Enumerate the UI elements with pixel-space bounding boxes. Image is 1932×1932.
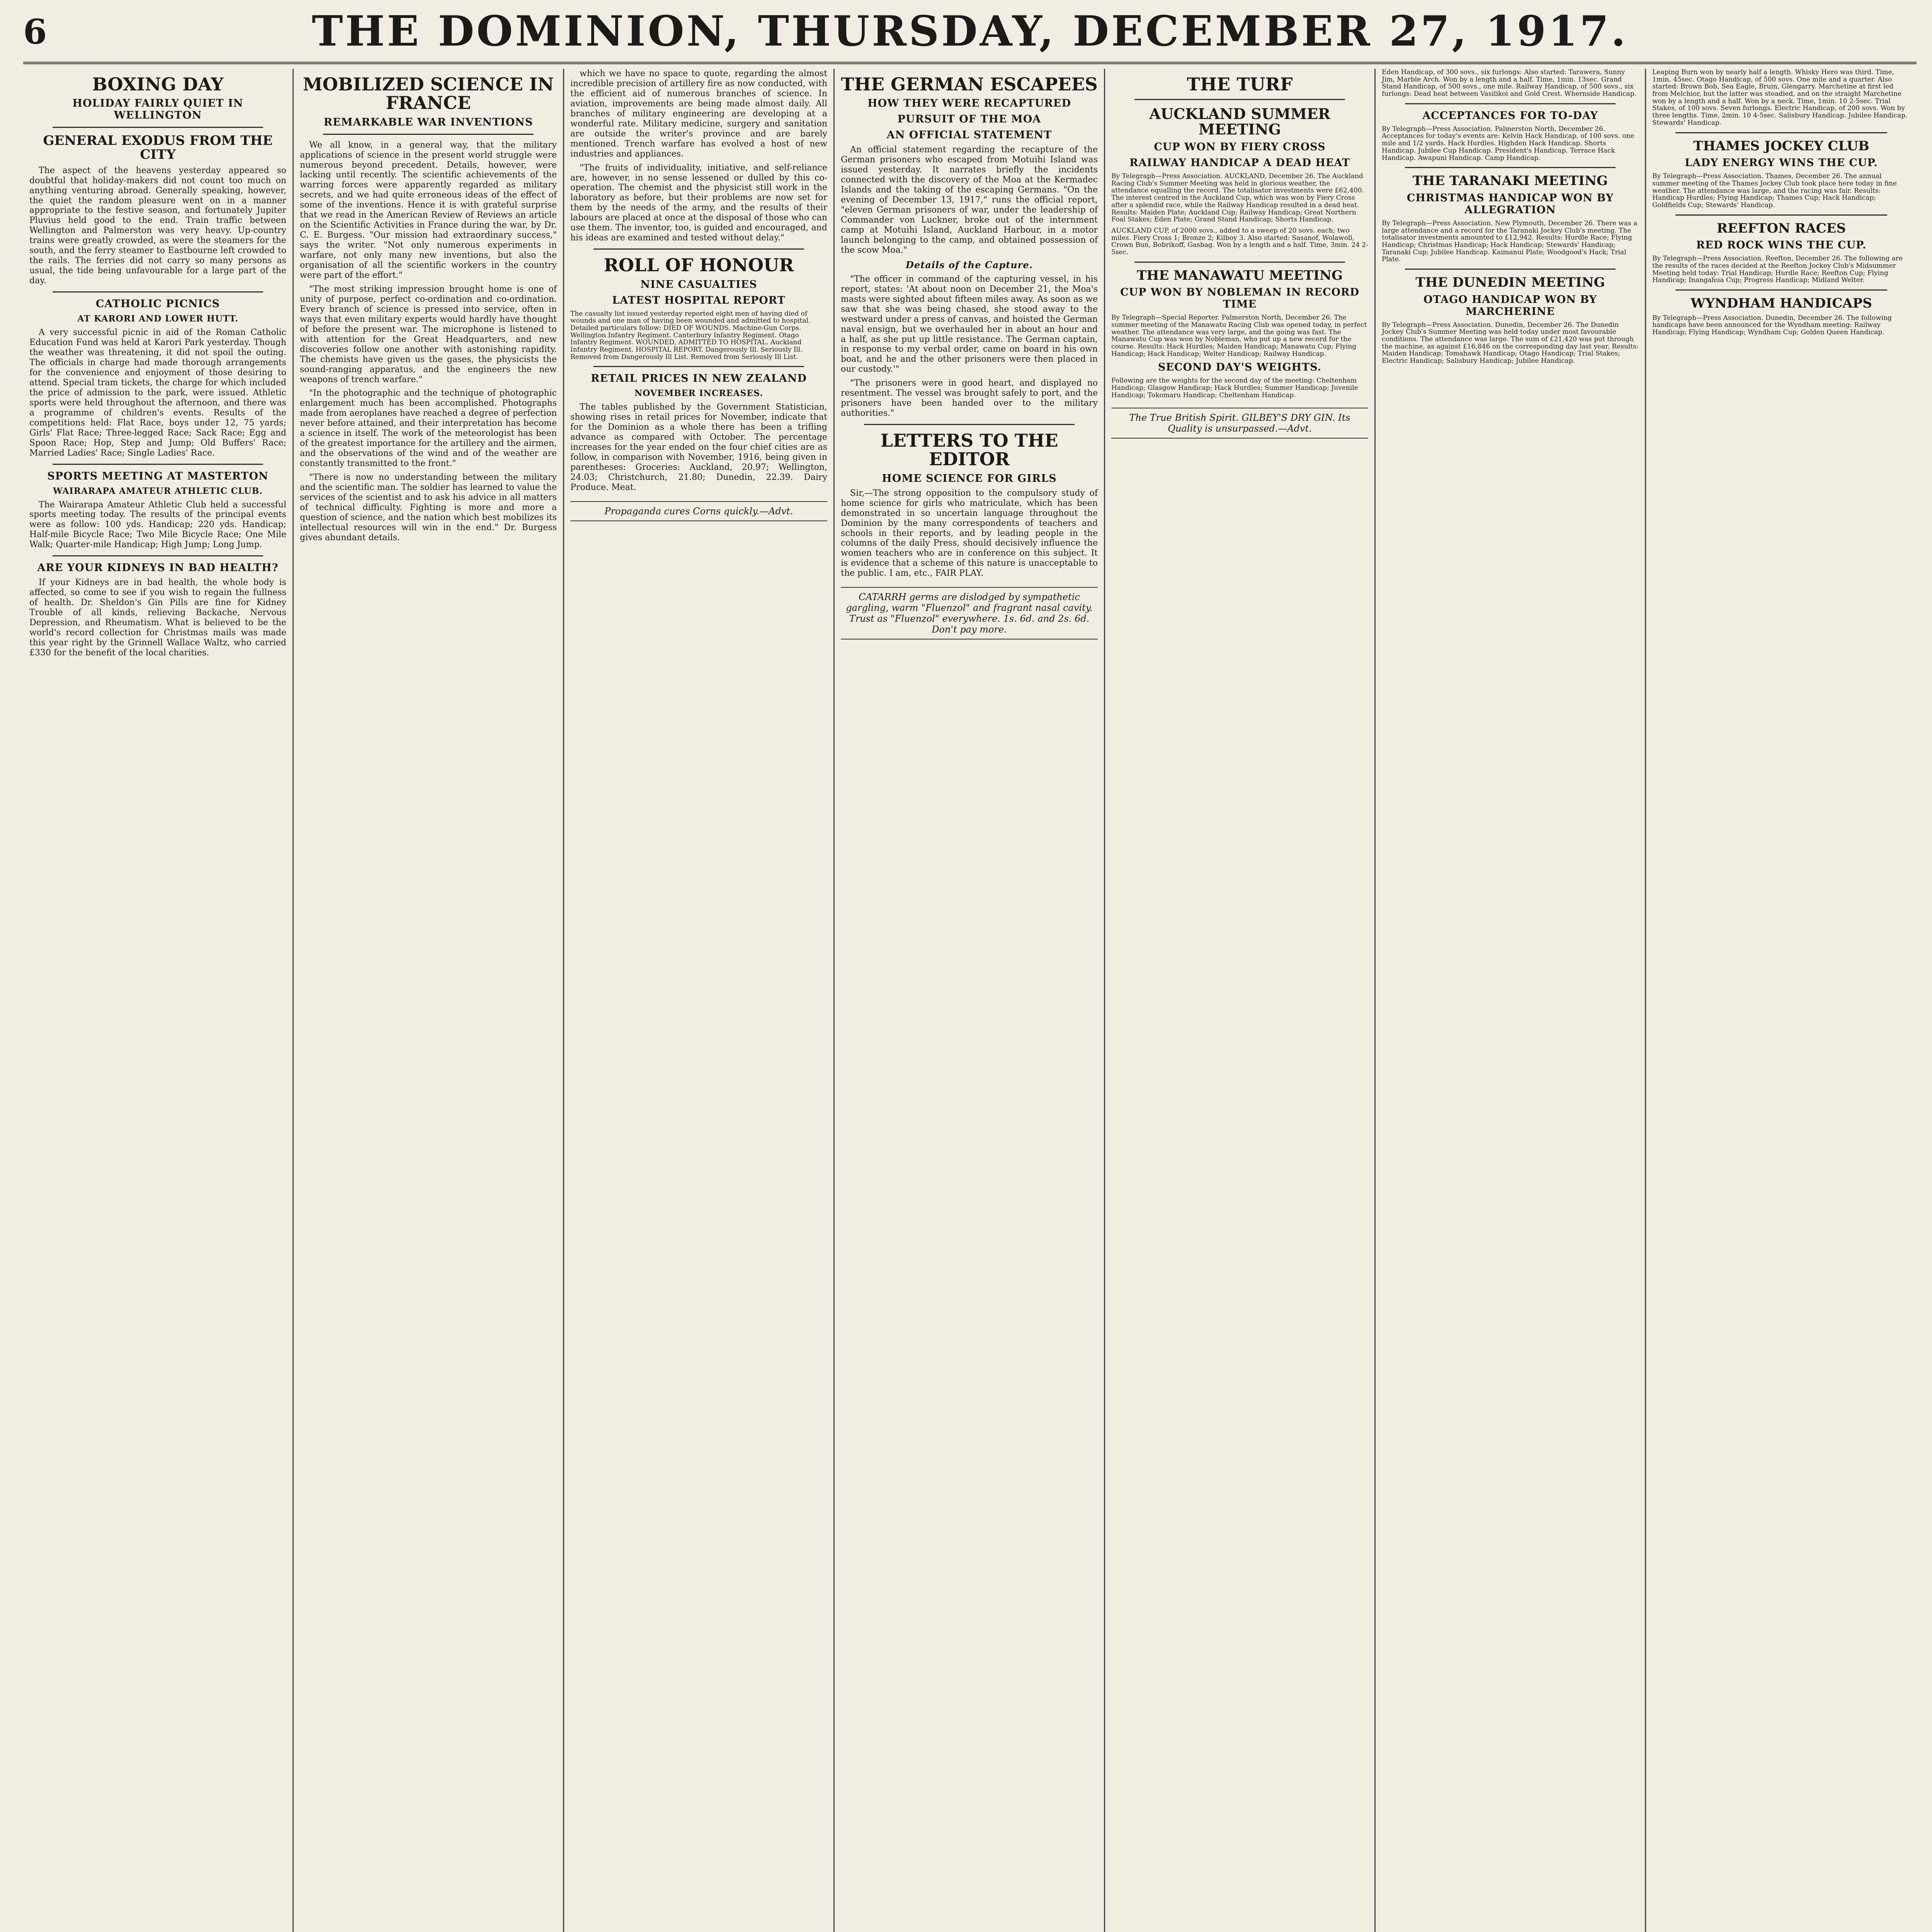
subhead-lady-energy: LADY ENERGY WINS THE CUP. — [1685, 157, 1878, 169]
column-2 — [294, 69, 564, 1932]
casualty-list: The casualty list issued yesterday reported eight men of having died of wounds and one man of having been wounded and admitted to hospital. Detailed particulars follow: DIED OF WOUNDS. Machine-Gun Corps. Wellington Infantry Regiment. Canterbury Infantry Regiment. Otago Infantry Regiment. WOUNDED, ADMITTED TO HOSPITAL. Auckland Infantry Regiment. HOSPITAL REPORT. Dangerously Ill. Seriously Ill. Removed from Dangerously Ill List. Removed from Seriously Ill List. — [570, 310, 811, 361]
divider — [1405, 269, 1616, 270]
race-results: By Telegraph—Special Reporter. Palmerston North, December 26. The summer meeting of the Manawatu Racing Club was opened today, in perfect weather. The attendance was very large, and the going was fast. The Manawatu Cup was won by Nobleman, who put up a new record for the course. Results: Hack Hurdles; Maiden Handicap; Manawatu Cup; Flying Handicap; Hack Handicap; Welter Handicap; Railway Handicap. — [1111, 314, 1367, 358]
article-body: A very successful picnic in aid of the Roman Catholic Education Fund was held at Karori Park yesterday. Though the weather was threatening, it did not spoil the outing. The officials in charge had made thorough arrangements for the convenience and enjoyment of those desiring to attend. Special tram tickets, the charge for which included the price of admission to the park, were issued. Athletic sports were held throughout the afternoon, and there was a programme of children's events. Results of the competitions held: Flat Race, boys under 12, 75 yards; Girls' Flat Race; Three-legged Race; Sack Race; Egg and Spoon Race; Hop, Step and Jump; Old Buffers' Race; Married Ladies' Race; Single Ladies' Race. — [29, 328, 286, 458]
subhead-details-capture: Details of the Capture. — [906, 259, 1033, 270]
column-6 — [1376, 69, 1646, 1932]
newspaper-title: THE DOMINION, THURSDAY, DECEMBER 27, 1917. — [312, 7, 1628, 56]
headline-german-escapees: THE GERMAN ESCAPEES — [841, 74, 1098, 95]
subhead-home-science: HOME SCIENCE FOR GIRLS — [882, 472, 1057, 485]
letter-body: Sir,—The strong opposition to the compulsory study of home science for girls who matriculate, which has been demonstrated in so uncertain language throughout the Dominion by the many correspondents of teachers and schools in their reports, and by leading people in the columns of the daily Press, should decisively influence the women teachers who are in conference on this subject. It is evidence that a scheme of this nature is unacceptable to the public. I am, etc., FAIR PLAY. — [841, 488, 1098, 578]
subhead-sports-masterton: SPORTS MEETING AT MASTERTON — [47, 470, 269, 482]
headline-manawatu: THE MANAWATU MEETING — [1136, 267, 1343, 283]
advertisement-catarrh: CATARRH germs are dislodged by sympathetic gargling, warm "Fluenzol" and fragrant nasal cavity. Trust as "Fluenzol" everywhere. 1s. 6d. and 2s. 6d. Don't pay more. — [841, 587, 1098, 639]
subhead-nine-casualties: NINE CASUALTIES — [640, 278, 757, 291]
race-weights: Following are the weights for the second day of the meeting: Cheltenham Handicap; Glasgow Handicap; Hack Hurdles; Summer Handicap; Juvenile Handicap; Tokomaru Handicap; Cheltenham Handicap. — [1111, 377, 1358, 399]
race-results: By Telegraph—Press Association. Dunedin, December 26. The Dunedin Jockey Club's Summer Meeting was held today under most favourable conditions. The attendance was large. The sum of £21,420 was put through the machine, as against £16,846 on the corresponding day last year. Results: Maiden Handicap; Tomahawk Handicap; Otago Handicap; Trial Stakes; Electric Handicap; Salisbury Handicap; Jubilee Handicap. — [1382, 321, 1639, 365]
race-results: By Telegraph—Press Association. Reefton, December 26. The following are the results of the races decided at the Reefton Jockey Club's Midsummer Meeting held today: Trial Handicap; Hurdle Race; Reefton Cup; Flying Handicap; Inangahua Cup; Progress Handicap; Midland Welter. — [1652, 255, 1903, 284]
headline-the-turf: THE TURF — [1187, 74, 1293, 95]
article-body: The tables published by the Government Statistician, showing rises in retail prices for November, indicate that for the Dominion as a whole there has been a trifling advance as compared with October. The percentage increases for the year ended on the four chief cities are as follow, in comparison with November, 1916, being given in parentheses: Groceries: Auckland, 20.97; Wellington, 24.03; Christchurch, 21.80; Dunedin, 22.39. Dairy Produce. Meat. — [570, 402, 827, 492]
subhead-otago-handicap: OTAGO HANDICAP WON BY MARCHERINE — [1423, 293, 1597, 318]
divider — [864, 424, 1075, 425]
subhead-acceptances: ACCEPTANCES FOR TO-DAY — [1422, 109, 1598, 122]
race-results: By Telegraph—Press Association. AUCKLAND, December 26. The Auckland Racing Club's Summer Meeting was held in glorious weather, the attendance equalling the record. The totalisator investments were £62,400. The interest centred in the Auckland Cup, which was won by Fiery Cross after a splendid race, while the Railway Handicap resulted in a dead heat. Results: Maiden Plate; Auckland Cup; Railway Handicap; Great Northern Foal Stakes; Eden Plate; Grand Stand Handicap; Shorts Handicap. — [1111, 172, 1364, 224]
subhead-fiery-cross: CUP WON BY FIERY CROSS — [1154, 141, 1326, 153]
divider — [53, 291, 263, 293]
divider — [1405, 103, 1616, 104]
article-body: "The fruits of individuality, initiative, and self-reliance are, however, in no sense lessened or dulled by this co-operation. The chemist and the physicist still work in the laboratory as before, but their problems are now set for them by the needs of the army, and the results of their labours are placed at once at the disposal of those who can use them. The inventor, too, is guided and encouraged, and his ideas are examined and tested without delay." — [570, 163, 827, 243]
headline-reefton: REEFTON RACES — [1716, 220, 1846, 236]
subhead-karori: AT KARORI AND LOWER HUTT. — [77, 314, 238, 324]
divider — [1134, 262, 1345, 263]
divider — [53, 464, 263, 465]
subhead-nobleman: CUP WON BY NOBLEMAN IN RECORD TIME — [1120, 286, 1359, 311]
subhead-war-inventions: REMARKABLE WAR INVENTIONS — [323, 116, 533, 128]
subhead-holiday-quiet: HOLIDAY FAIRLY QUIET IN WELLINGTON — [72, 97, 243, 122]
article-body: which we have no space to quote, regarding the almost incredible precision of artillery fire as now conducted, with the efficient aid of numerous branches of science. In aviation, improvements are being made almost daily. All branches of military engineering are developing at a wonderful rate. Military medicine, surgery and sanitation are outside the writer's province and are barely mentioned. Trench warfare has evolved a host of new industries and appliances. — [570, 69, 827, 159]
column-5 — [1105, 69, 1376, 1932]
divider — [53, 555, 263, 556]
divider — [594, 248, 804, 250]
article-body: The Wairarapa Amateur Athletic Club held a successful sports meeting today. The results of the principal events were as follow: 100 yds. Handicap; 220 yds. Handicap; Half-mile Bicycle Race; Two Mile Bicycle Race; One Mile Walk; Quarter-mile Handicap; High Jump; Long Jump. — [29, 500, 286, 550]
advertisement-gilbeys: The True British Spirit. GILBEY'S DRY GIN. Its Quality is unsurpassed.—Advt. — [1111, 408, 1368, 439]
headline-general-exodus: GENERAL EXODUS FROM THE CITY — [43, 133, 273, 162]
page-number: 6 — [23, 12, 47, 52]
subhead-christmas-handicap: CHRISTMAS HANDICAP WON BY ALLEGRATION — [1406, 192, 1614, 216]
column-1 — [23, 69, 294, 1932]
headline-auckland-summer: AUCKLAND SUMMER MEETING — [1149, 105, 1330, 138]
column-3 — [564, 69, 835, 1932]
subhead-kidneys: ARE YOUR KIDNEYS IN BAD HEALTH? — [37, 562, 279, 574]
newspaper-page — [23, 69, 1917, 1932]
subhead-recaptured: HOW THEY WERE RECAPTURED — [867, 97, 1071, 110]
headline-dunedin: THE DUNEDIN MEETING — [1415, 275, 1605, 290]
headline-mobilized-science: MOBILIZED SCIENCE IN FRANCE — [303, 74, 554, 114]
race-results: Leaping Burn won by nearly half a length. Whisky Hero was third. Time, 1min. 45sec. Otago Handicap, of 500 sovs. One mile and a quarter. Also started: Brown Bob, Sea Eagle, Bruin, Glengarry. Marchetine at first led from Melchior, but the latter was steadied, and on the straight Marchetine won by a length and a half. Won by a neck. Time, 1min. 10 2-5sec. Trial Stakes, of 100 sovs. Seven furlongs. Electric Handicap, of 200 sovs. Won by three lengths. Time, 2min. 10 4-5sec. Salisbury Handicap. Jubilee Handicap. Stewards' Handicap. — [1652, 69, 1908, 127]
subhead-catholic-picnics: CATHOLIC PICNICS — [95, 298, 220, 310]
headline-letters-editor: LETTERS TO THE EDITOR — [880, 430, 1058, 470]
headline-wyndham: WYNDHAM HANDICAPS — [1690, 296, 1872, 311]
article-body: "There is now no understanding between the military and the scientific man. The soldier has learned to value the services of the scientist and to ask his advice in all matters of technical difficulty. Fighting is more and more a question of science, and the nation which best mobilizes its intellectual resources will win in the end." Dr. Burgess gives abundant details. — [300, 473, 557, 543]
divider — [53, 127, 263, 128]
divider — [323, 134, 534, 135]
subhead-november-increases: NOVEMBER INCREASES. — [634, 388, 763, 399]
column-7 — [1646, 69, 1917, 1932]
article-body: We all know, in a general way, that the military applications of science in the present world struggle were numerous beyond precedent. Details, however, were lacking until recently. The scientific achievements of the warring forces were apparently regarded as military secrets, and we had quite erroneous ideas of the effect of some of the inventions. Hence it is with grateful surprise that we read in the American Review of Reviews an article on the Scientific Activities in France during the war, by Dr. C. E. Burgess. "Our mission had extraordinary success," says the writer. "Not only numerous experiments in warfare, not only many new inventions, but also the organisation of all the scientific workers in the country were part of the effort." — [300, 140, 557, 280]
article-body: The aspect of the heavens yesterday appeared so doubtful that holiday-makers did not count too much on anything venturing abroad. Generally speaking, however, the quiet the random pleasure went on in a manner appropriate to the festive season, and fortunately Jupiter Pluvius held good to the end. Train traffic between Wellington and Palmerston was very heavy. Up-country trains were greatly crowded, as were the steamers for the south, and the ferry steamer to Eastbourne left crowded to the rails. The ferries did not carry so many persons as usual, the tide being unfavourable for a large part of the day. — [29, 165, 286, 286]
divider — [1134, 99, 1345, 100]
article-body: "The prisoners were in good heart, and displayed no resentment. The vessel was brought safely to port, and the prisoners have been handed over to the military authorities." — [841, 378, 1098, 418]
subhead-hospital-report: LATEST HOSPITAL REPORT — [612, 294, 786, 306]
divider — [1675, 289, 1887, 291]
subhead-dead-heat: RAILWAY HANDICAP A DEAD HEAT — [1129, 157, 1350, 169]
acceptances-list: By Telegraph—Press Association. Palmerston North, December 26. Acceptances for today's events are: Kelvin Hack Handicap, of 100 sovs. one mile and 1/2 yards. Hack Hurdles. Highden Hack Handicap. Shorts Handicap. Jubilee Cup Handicap. President's Handicap. Terrace Hack Handicap. Awapuni Handicap. Camp Handicap. — [1382, 125, 1634, 162]
masthead — [23, 4, 1917, 64]
headline-boxing-day: BOXING DAY — [92, 74, 224, 95]
advertisement-corns: Propaganda cures Corns quickly.—Advt. — [570, 501, 827, 521]
race-results: Eden Handicap, of 300 sovs., six furlongs: Also started: Tarawera, Sunny Jim, Marble Arch. Won by a length and a half. Time, 1min. 13sec. Grand Stand Handicap, of 500 sovs., one mile. Railway Handicap, of 500 sovs., six furlongs: Dead heat between Vasilikoi and Gold Crest. Whernside Handicap. — [1382, 69, 1636, 98]
column-4 — [835, 69, 1105, 1932]
advertisement-body: If your Kidneys are in bad health, the whole body is affected, so come to see if you wish to regain the fullness of health. Dr. Sheldon's Gin Pills are fine for Kidney Trouble of all kinds, relieving Backache, Nervous Depression, and Rheumatism. What is believed to be the world's record collection for Christmas mails was made this year right by the Grinnell Wallace Waltz, who carried £330 for the benefit of the local charities. — [29, 578, 286, 658]
subhead-wairarapa: WAIRARAPA AMATEUR ATHLETIC CLUB. — [53, 486, 263, 496]
subhead-red-rock: RED ROCK WINS THE CUP. — [1696, 239, 1867, 252]
article-body: "The officer in command of the capturing vessel, in his report, states: 'At about noon on December 21, the Moa's masts were sighted about fifteen miles away. As soon as we saw that she was being chased, she stood away to the westward under a press of canvas, and hoisted the German naval ensign, but we overhauled her in about an hour and a half, as she put up little resistance. The German captain, in response to my verbal order, came on board in his own boat, and he and the other prisoners were then placed in our custody.'" — [841, 274, 1098, 374]
headline-roll-of-honour: ROLL OF HONOUR — [604, 255, 794, 276]
article-body: An official statement regarding the recapture of the German prisoners who escaped from Motuihi Island was issued yesterday. It narrates briefly the incidents connected with the discovery of the Moa at the Kermadec Islands and the taking of the escaping Germans. "On the evening of December 13, 1917," runs the official report, "eleven German prisoners of war, under the leadership of Commander von Luckner, broke out of the internment camp at Motuihi Island, Auckland Harbour, in a motor launch belonging to the camp, and obtained possession of the scow Moa." — [841, 145, 1098, 255]
divider — [1675, 132, 1887, 133]
subhead-retail-prices: RETAIL PRICES IN NEW ZEALAND — [591, 372, 807, 385]
article-body: "The most striking impression brought home is one of unity of purpose, perfect co-ordination and co-ordination. Every branch of science is pressed into service, often in ways that even military experts would hardly have thought of before the present war. The microphone is listened to with attention for the Great Headquarters, and new discoveries follow one another with astonishing rapidity. The chemists have given us the gases, the physicists the sound-ranging apparatus, and the engineers the new weapons of trench warfare." — [300, 284, 557, 384]
divider — [1675, 214, 1887, 216]
race-results: By Telegraph—Press Association. New Plymouth, December 26. There was a large attendance and a record for the Taranaki Jockey Club's meeting. The totalisator investments amounted to £12,942. Results: Hurdle Race; Flying Handicap; Christmas Handicap; Hack Handicap; Stewards' Handicap; Taranaki Cup; Jubilee Handicap. Kaimanui Plate; Woodgood's Hack; Trial Plate. — [1382, 219, 1638, 264]
race-results: By Telegraph—Press Association. Thames, December 26. The annual summer meeting of the Thames Jockey Club took place here today in fine weather. The attendance was large, and the racing was fair. Results: Handicap Hurdles; Flying Handicap; Thames Cup; Hack Handicap; Goldfields Cup; Stewards' Handicap. — [1652, 172, 1897, 209]
divider — [1405, 167, 1616, 168]
article-body: "In the photographic and the technique of photographic enlargement much has been accomplished. Photographs made from aeroplanes have reached a degree of perfection never before attained, and their interpretation has become a science in itself. The work of the meteorologist has been of the greatest importance for the artillery and the airmen, and the observations of the wind and of the weather are constantly transmitted to the front." — [300, 388, 557, 469]
divider — [594, 366, 804, 367]
race-results: AUCKLAND CUP, of 2000 sovs., added to a sweep of 20 sovs. each; two miles. Fiery Cross 1; Bronze 2; Kilboy 3. Also started: Sasanof, Wolawoll, Crown Bun, Bobrikoff, Gasbag. Won by a length and a half. Time, 3min. 24 2-5sec. — [1111, 226, 1368, 256]
race-handicaps: By Telegraph—Press Association. Dunedin, December 26. The following handicaps have been announced for the Wyndham meeting: Railway Handicap; Flying Handicap; Wyndham Cup; Golden Queen Handicap. — [1652, 314, 1892, 337]
headline-taranaki: THE TARANAKI MEETING — [1412, 173, 1608, 189]
subhead-official-statement: AN OFFICIAL STATEMENT — [886, 129, 1052, 141]
subhead-second-day-weights: SECOND DAY'S WEIGHTS. — [1158, 361, 1322, 374]
subhead-pursuit-moa: PURSUIT OF THE MOA — [897, 113, 1041, 126]
headline-thames-jockey: THAMES JOCKEY CLUB — [1693, 138, 1869, 154]
